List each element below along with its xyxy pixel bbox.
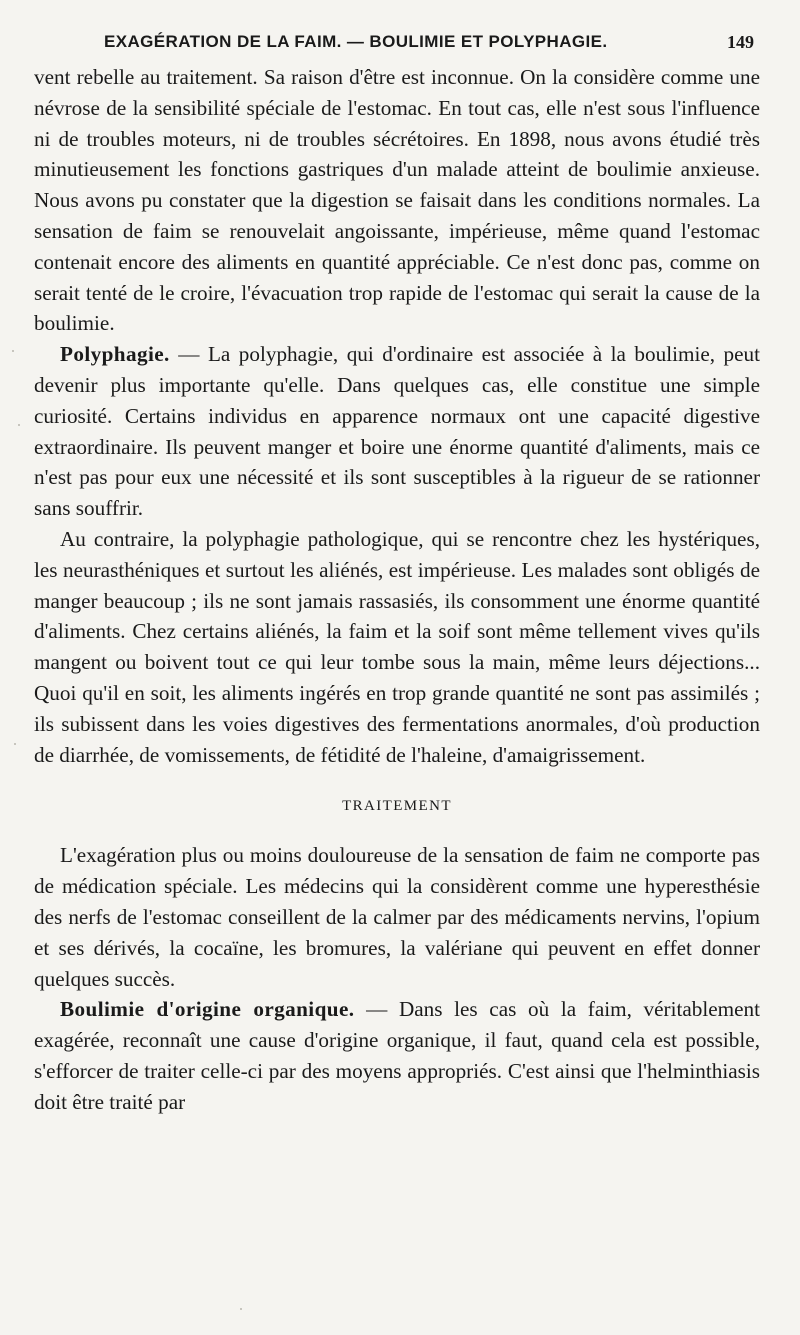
- paragraph-polyphagie-text: — La polyphagie, qui d'ordinaire est associée à la boulimie, peut devenir plus importante qu'elle. Dans quelques cas, elle constitue une simple curiosité. Certains individus en apparence normaux ont une capacité digestive extraordinaire. Ils peuvent manger et boire une énorme quantité d'aliments, mais ce n'est pas pour eux une nécessité et ils sont susceptibles à la rigueur de se rationner sans souffrir.: [34, 342, 761, 521]
- paragraph-boulimie-organique: [34, 994, 760, 1117]
- page-number: 149: [727, 32, 754, 52]
- body-text: [34, 62, 760, 1118]
- running-title: EXAGÉRATION DE LA FAIM. — BOULIMIE ET POLYPHAGIE.: [104, 32, 608, 51]
- paragraph-boulimie-organique-text: — Dans les cas où la faim, véritablement exagérée, reconnaît une cause d'origine organique, il faut, quand cela est possible, s'efforcer de traiter celle-ci par des moyens appropriés. C'est ainsi que l'helminthiasis doit être traité par: [34, 997, 761, 1114]
- scan-speck: [240, 1308, 242, 1310]
- scan-speck: [12, 350, 14, 352]
- section-title-traitement: TRAITEMENT: [342, 798, 452, 815]
- paragraph-traitement: L'exagération plus ou moins douloureuse de la sensation de faim ne comporte pas de médication spéciale. Les médecins qui la considèrent comme une hyperesthésie des nerfs de l'estomac conseillent de la calmer par des médicaments nervins, l'opium et ses dérivés, la cocaïne, les bromures, la valériane qui peuvent en effet donner quelques succès.: [34, 843, 760, 991]
- running-head: [0, 30, 800, 58]
- paragraph-polyphagie: [34, 339, 760, 524]
- paragraph-polyphagie-pathologique: Au contraire, la polyphagie pathologique, qui se rencontre chez les hystériques, les neurasthéniques et surtout les aliénés, est impérieuse. Les malades sont obligés de manger beaucoup ; ils ne sont jamais rassasiés, ils consomment une énorme quantité d'aliments. Chez certains aliénés, la faim et la soif sont même tellement vives qu'ils mangent ou boivent tout ce qui leur tombe sous la main, même leurs déjections... Quoi qu'il en soit, les aliments ingérés en trop grande quantité ne sont pas assimilés ; ils subissent dans les voies digestives des fermentations anormales, d'où production de diarrhée, de vomissements, de fétidité de l'haleine, d'amaigrissement.: [34, 526, 760, 767]
- run-in-heading-boulimie-organique: Boulimie d'origine organique.: [60, 997, 355, 1022]
- scan-speck: [18, 424, 20, 426]
- run-in-heading-polyphagie: Polyphagie.: [60, 342, 170, 367]
- scan-speck: [14, 743, 16, 745]
- paragraph-continuation: vent rebelle au traitement. Sa raison d'être est inconnue. On la considère comme une névrose de la sensibilité spéciale de l'estomac. En tout cas, elle n'est sous l'influence ni de troubles moteurs, ni de troubles sécrétoires. En 1898, nous avons étudié très minutieusement les fonctions gastriques d'un malade atteint de boulimie anxieuse. Nous avons pu constater que la digestion se faisait dans les conditions normales. La sensation de faim se renouvelait angoissante, impérieuse, même quand l'estomac contenait encore des aliments en quantité appréciable. Ce n'est donc pas, comme on serait tenté de le croire, l'évacuation trop rapide de l'estomac qui serait la cause de la boulimie.: [34, 65, 760, 336]
